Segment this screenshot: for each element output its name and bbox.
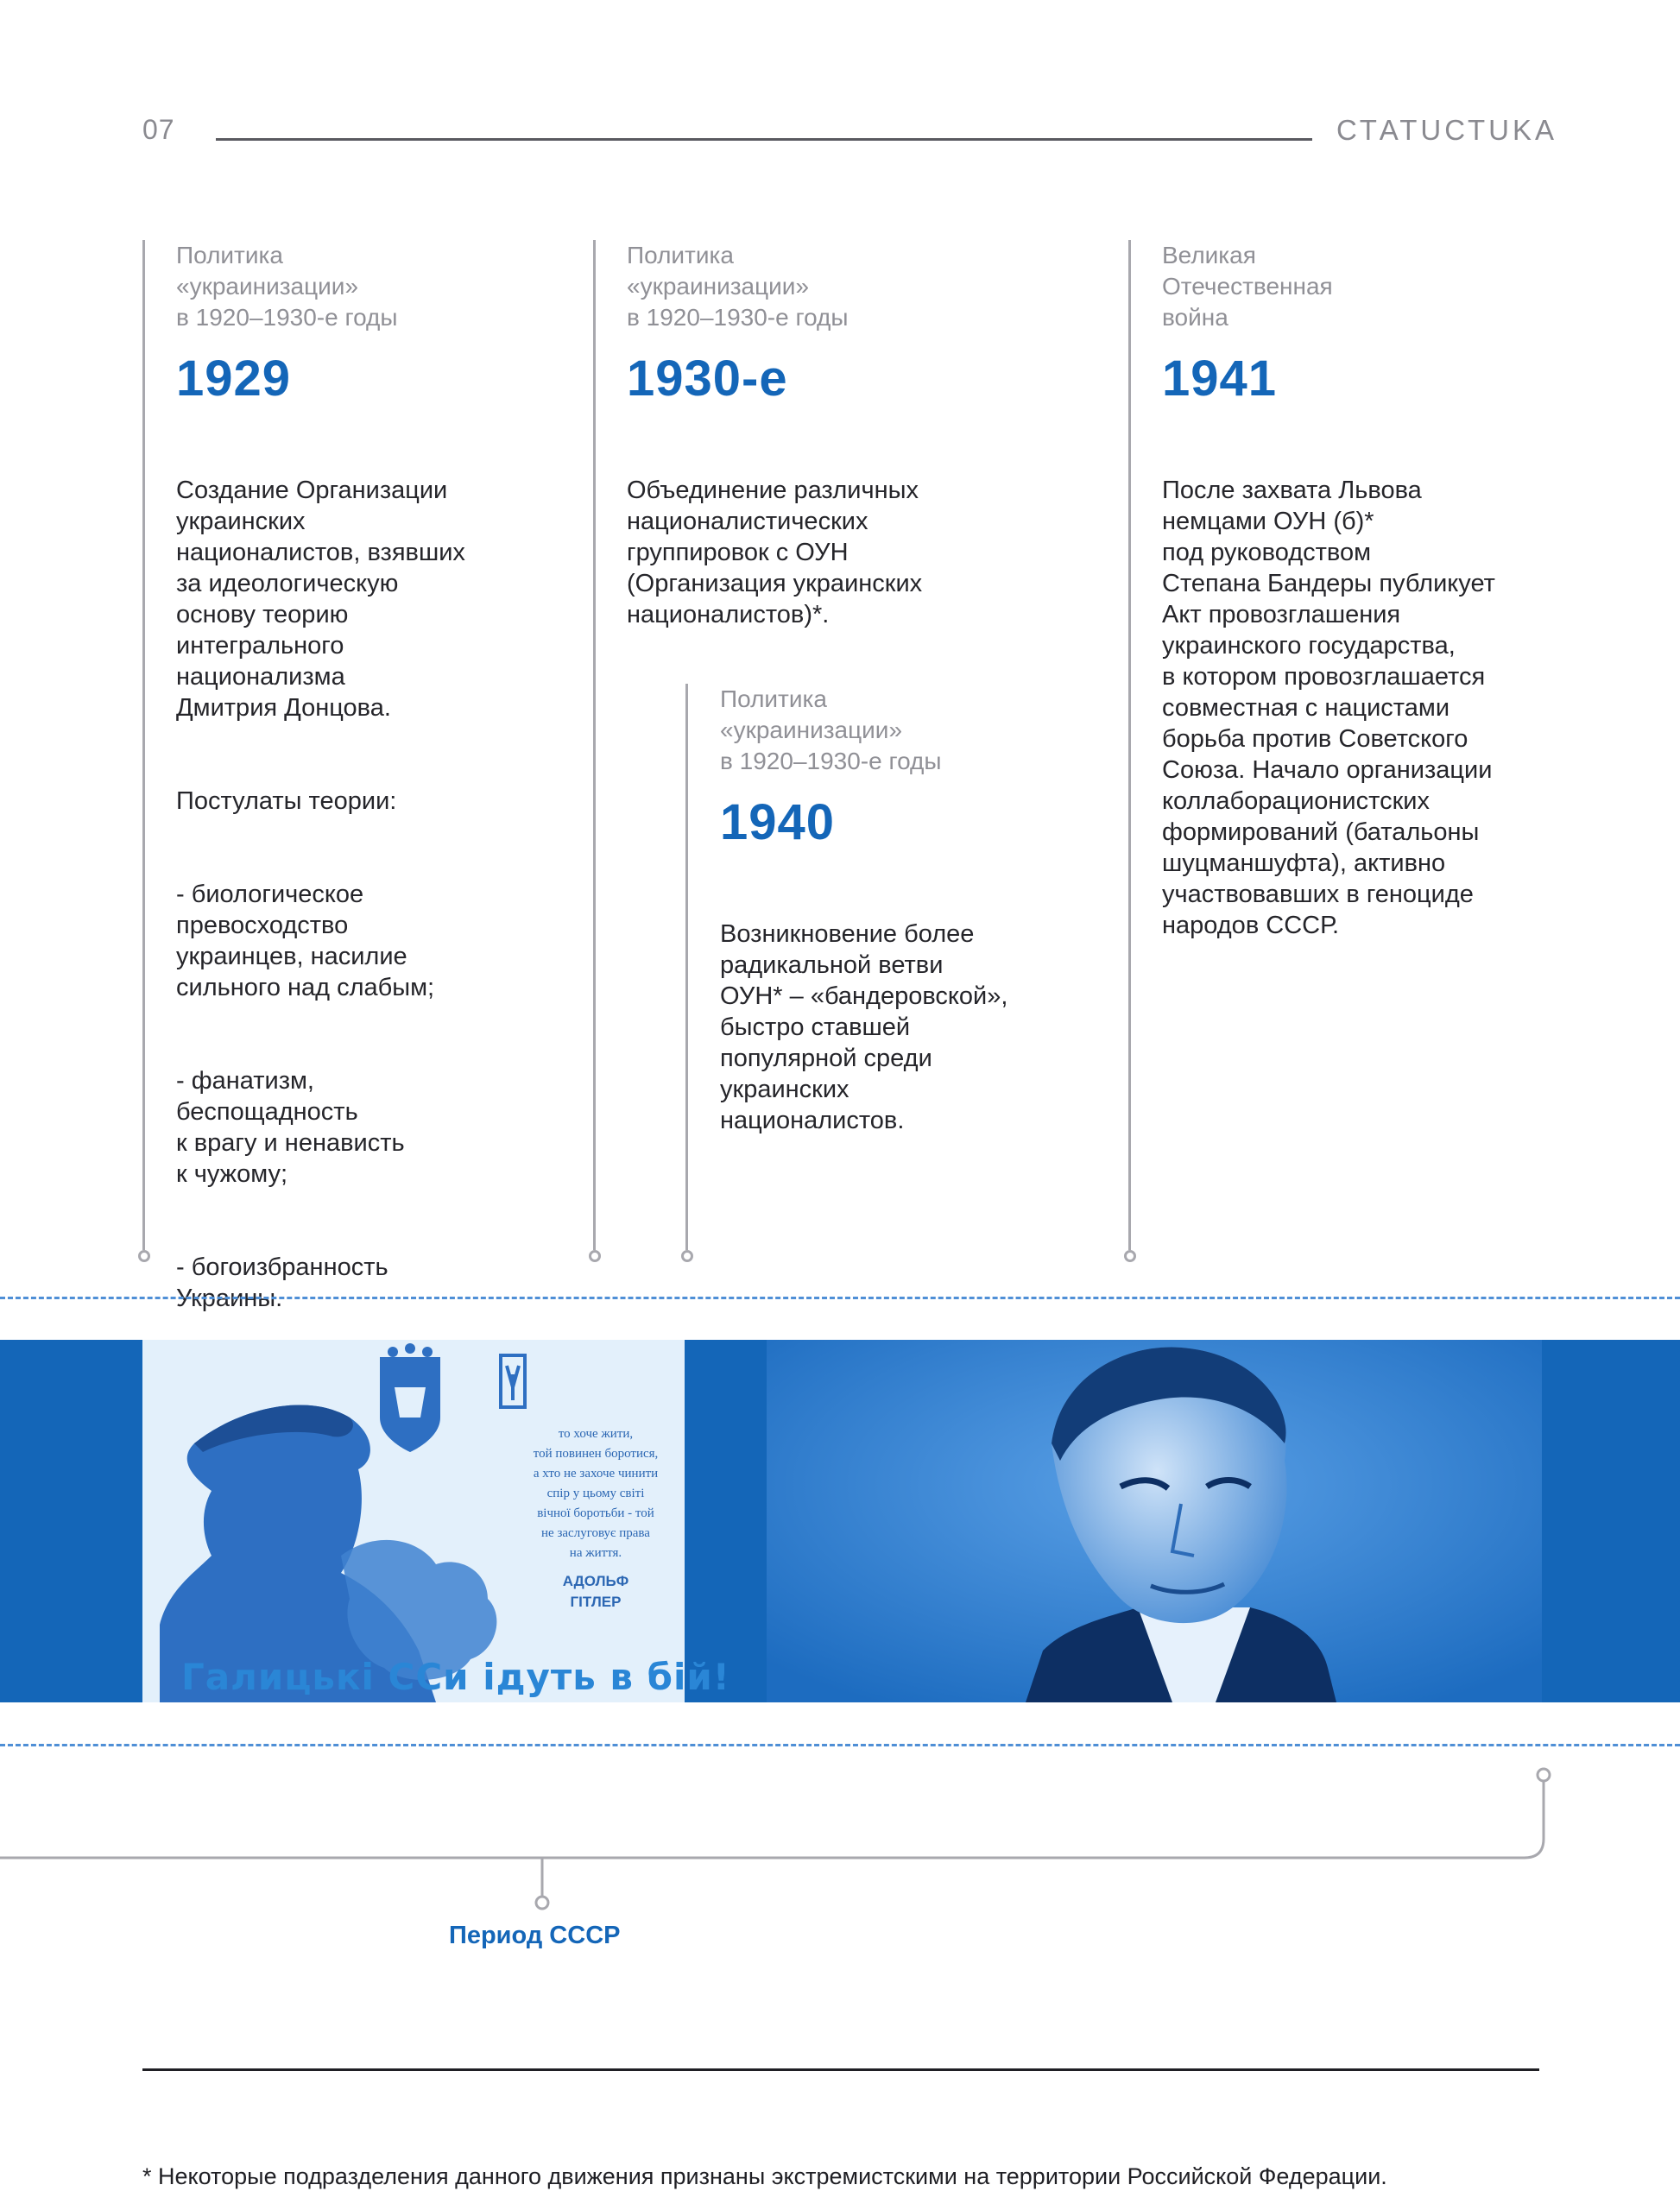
timeline-entry-1941 — [1162, 240, 1551, 1003]
entry-period-label: Политика «украинизации» в 1920–1930-е годы — [720, 685, 942, 774]
entry-paragraph: Постулаты теории: — [176, 787, 397, 815]
section-title: СТАТUСТUKA — [1336, 114, 1557, 146]
entry-period-label: Политика «украинизации» в 1920–1930-е годы — [627, 242, 849, 331]
entry-period-label: Политика «украинизации» в 1920–1930-е годы — [176, 242, 398, 331]
timeline-line-1930s — [593, 240, 596, 1250]
timeline-entry-1940 — [720, 684, 1083, 1198]
poster-slogan: Галицькі ССи ідуть в бій! — [181, 1656, 730, 1698]
timeline-line-1940 — [685, 684, 688, 1250]
entry-paragraph: Объединение различных националистических группировок с ОУН (Организация украинских националистов)*. — [627, 477, 923, 628]
timeline-end-dot — [138, 1250, 150, 1262]
timeline-line-1941 — [1128, 240, 1131, 1250]
period-label: Период СССР — [449, 1922, 621, 1949]
entry-paragraph: - богоизбранность Украины. — [176, 1253, 388, 1312]
header-rule — [216, 138, 1312, 141]
portrait-illustration — [767, 1340, 1542, 1702]
entry-body — [720, 887, 1083, 1198]
entry-paragraph: Возникновение более радикальной ветви ОУН* – «бандеровской», быстро ставшей популярной среди украинских националистов. — [720, 920, 1008, 1134]
bracket-end-dot — [1538, 1769, 1550, 1781]
timeline-end-dot — [589, 1250, 601, 1262]
entry-body — [627, 444, 989, 692]
timeline-end-dot — [1124, 1250, 1136, 1262]
dashed-separator-bottom — [0, 1744, 1680, 1746]
entry-paragraph: Создание Организации украинских националистов, взявших за идеологическую основу теорию интегрального национализма Дмитрия Донцова. — [176, 477, 465, 722]
footnote: * Некоторые подразделения данного движения признаны экстремистскими на территории Российской Федерации. — [142, 2163, 1387, 2189]
dashed-separator-top — [0, 1297, 1680, 1299]
timeline-line-1929 — [142, 240, 145, 1250]
footer-rule — [142, 2068, 1539, 2071]
period-bracket — [0, 1761, 1680, 1916]
timeline-entry-1929 — [176, 240, 547, 1376]
poster-quote: то хоче жити, той повинен боротися, а хто не захоче чинити спір у цьому світі вічної боротьби - той не заслуговує права на життя. — [533, 1427, 659, 1560]
entry-year: 1929 — [176, 350, 292, 407]
entry-year: 1940 — [720, 794, 836, 850]
timeline-entry-1930s — [627, 240, 989, 692]
entry-body — [1162, 444, 1551, 1003]
entry-period-label: Великая Отечественная война — [1162, 242, 1333, 331]
portrait-photo — [767, 1340, 1542, 1702]
entry-body — [176, 444, 547, 1376]
bracket-stem-dot — [536, 1897, 548, 1909]
timeline-end-dot — [681, 1250, 693, 1262]
bracket-line — [0, 1781, 1544, 1858]
entry-year: 1941 — [1162, 350, 1278, 407]
page-number: 07 — [142, 114, 175, 145]
poster-author: АДОЛЬФ ГІТЛЕР — [562, 1573, 629, 1610]
entry-year: 1930-е — [627, 350, 788, 407]
entry-paragraph: - биологическое превосходство украинцев, насилие сильного над слабым; — [176, 881, 435, 1001]
entry-paragraph: - фанатизм, беспощадность к врагу и ненависть к чужому; — [176, 1067, 405, 1188]
entry-paragraph: После захвата Львова немцами ОУН (б)* под руководством Степана Бандеры публикует Акт провозглашения украинского государства, в котором провозглашается совместная с нацистами борьба против Советского Союза. Начало организации коллаборационистских формирований (батальоны шуцманшуфта), активно участвовавших в геноциде народов СССР. — [1162, 477, 1495, 939]
